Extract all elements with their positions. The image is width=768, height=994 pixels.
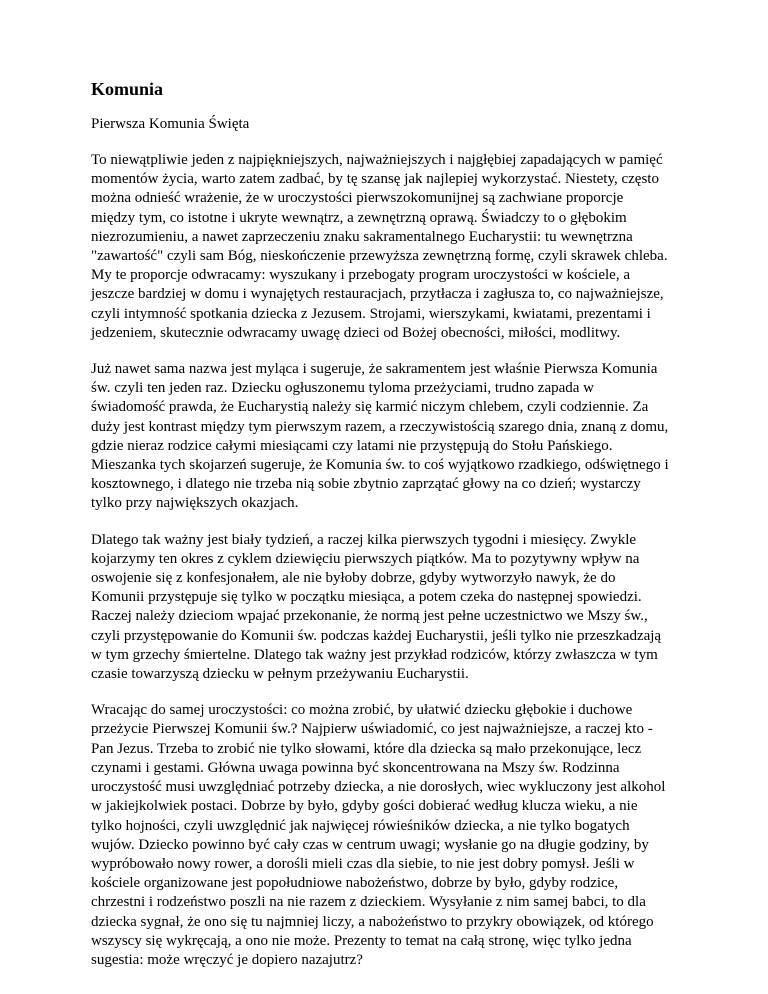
paragraph-3: Dlatego tak ważny jest biały tydzień, a raczej kilka pierwszych tygodni i miesięcy. Zwykle kojarzymy ten okres z cyklem dziewięciu pierwszych piątków. Ma to pozytywny wpływ na oswojenie się z konfesjonałem, ale nie byłoby dobrze, gdyby wytworzyło nawyk, że do Komunii przystępuje się tylko w początku miesiąca, a potem czeka do następnej spowiedzi. Raczej należy dzieciom wpajać przekonanie, że normą jest pełne uczestnictwo we Mszy św., czyli przystępowanie do Komunii św. podczas każdej Eucharystii, jeśli tylko nie przeszkadzają w tym grzechy śmiertelne. Dlatego tak ważny jest przykład rodziców, którzy zwłaszcza w tym czasie towarzyszą dziecku w pełnym przeżywaniu Eucharystii.	[91, 531, 662, 683]
paragraph-1: To niewątpliwie jeden z najpiękniejszych, najważniejszych i najgłębiej zapadających w pamięć momentów życia, warto zatem zadbać, by tę szansę jak najlepiej wykorzystać. Niestety, często można odnieść wrażenie, że w uroczystości pierwszokomunijnej są zachwiane proporcje między tym, co istotne i ukryte wewnątrz, a zewnętrzną oprawą. Świadczy to o głębokim niezrozumieniu, a nawet zaprzeczeniu znaku sakramentalnego Eucharystii: tu wewnętrzna "zawartość" czyli sam Bóg, nieskończenie przewyższa zewnętrzną formę, czyli skrawek chleba. My te proporcje odwracamy: wyszukany i przebogaty program uroczystości w kościele, a jeszcze bardziej w domu i wynajętych restauracjach, przytłacza i zagłusza to, co najważniejsze, czyli intymność spotkania dziecka z Jezusem. Strojami, wierszykami, kwiatami, prezentami i jedzeniem, skutecznie odwracamy uwagę dzieci od Bożej obecności, miłości, modlitwy.	[91, 152, 668, 341]
document-subtitle: Pierwsza Komunia Święta	[91, 116, 250, 132]
paragraph-2: Już nawet sama nazwa jest myląca i sugeruje, że sakramentem jest właśnie Pierwsza Komunia św. czyli ten jeden raz. Dziecku ogłuszonemu tyloma przeżyciami, trudno zapada w świadomość prawda, że Eucharystią należy się karmić niczym chlebem, czyli codziennie. Za duży jest kontrast między tym pierwszym razem, a rzeczywistością szarego dnia, znaną z domu, gdzie nieraz rodzice całymi miesiącami czy latami nie przystępują do Stołu Pańskiego. Mieszanka tych skojarzeń sugeruje, że Komunia św. to coś wyjątkowo rzadkiego, odświętnego i kosztownego, i dlatego nie trzeba nią sobie zbytnio zaprzątać głowy na co dzień; wystarczy tylko przy największych okazjach.	[91, 361, 669, 512]
document-title: Komunia	[91, 79, 164, 99]
paragraph-4: Wracając do samej uroczystości: co można zrobić, by ułatwić dziecku głębokie i duchowe przeżycie Pierwszej Komunii św.? Najpierw uświadomić, co jest najważniejsze, a raczej kto - Pan Jezus. Trzeba to zrobić nie tylko słowami, które dla dziecka są mało przekonujące, lecz czynami i gestami. Główna uwaga powinna być skoncentrowana na Mszy św. Rodzinna uroczystość musi uwzględniać potrzeby dziecka, a nie dorosłych, wiec wykluczony jest alkohol w jakiejkolwiek postaci. Dobrze by było, gdyby gości dobierać według klucza wieku, a nie tylko hojności, czyli uwzględnić jak najwięcej rówieśników dziecka, a nie tylko bogatych wujów. Dziecko powinno być cały czas w centrum uwagi; wysłanie go na długie godziny, by wypróbowało nowy rower, a dorośli mieli czas dla siebie, to nie jest dobry pomysł. Jeśli w kościele organizowane jest popołudniowe nabożeństwo, dobrze by było, gdyby rodzice, chrzestni i rodzeństwo poszli na nie razem z dzieckiem. Wysyłanie z nim samej babci, to dla dziecka sygnał, że ono się tu najmniej liczy, a nabożeństwo to przykry obowiązek, od którego wszyscy się wykręcają, a ono nie może. Prezenty to temat na całą stronę, więc tylko jedna sugestia: może wręczyć je dopiero nazajutrz?	[91, 702, 666, 968]
document-page	[91, 78, 669, 987]
